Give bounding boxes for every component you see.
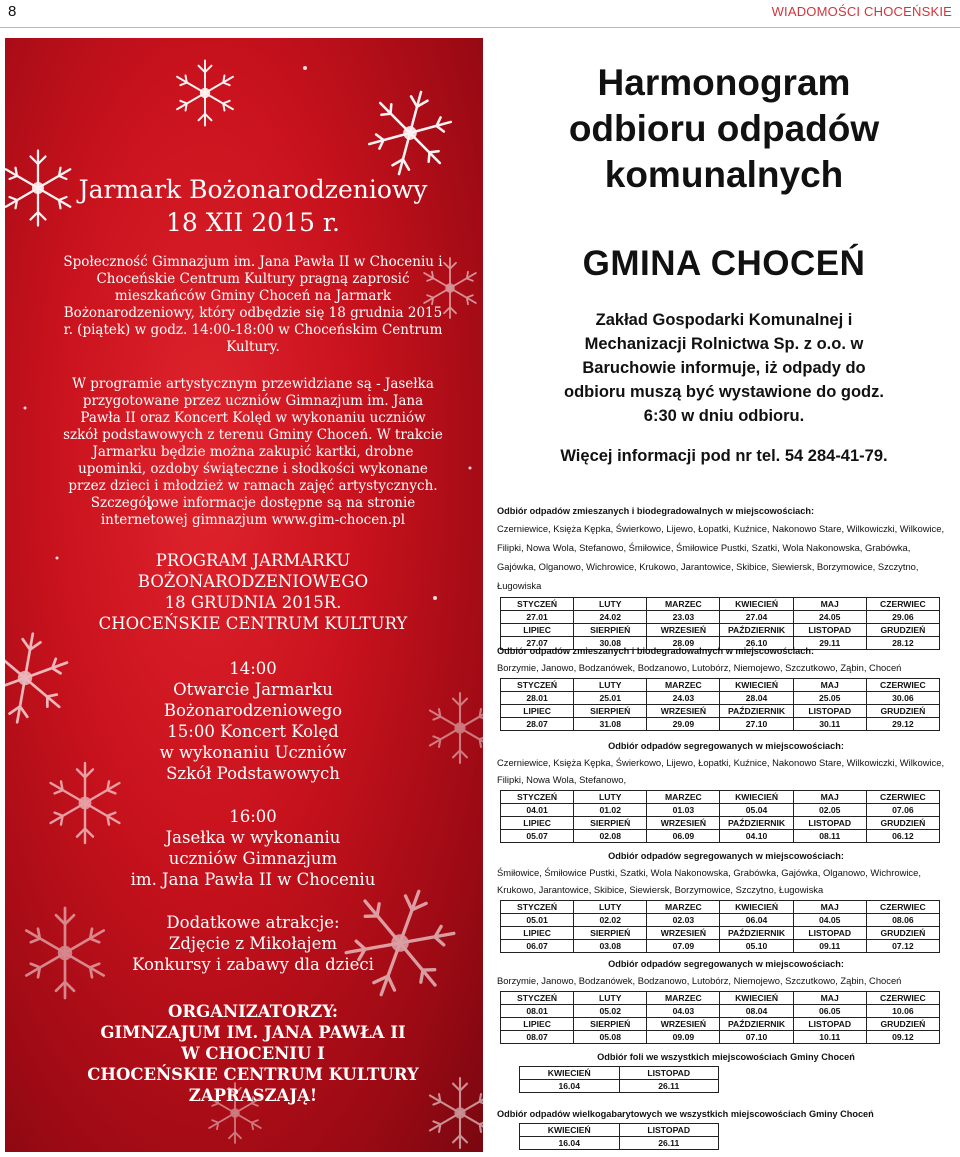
table-cell: 07.06 [866, 804, 939, 817]
table-cell: STYCZEŃ [501, 791, 574, 804]
table-row [501, 1005, 940, 1018]
schedule-line: Jasełka w wykonaniu [165, 828, 341, 847]
schedule-line: uczniów Gimnazjum [168, 849, 338, 868]
table-cell: PAŹDZIERNIK [720, 705, 793, 718]
waste-schedule-header [493, 60, 955, 466]
table-cell: 27.07 [501, 637, 574, 650]
schedule-section-mixed-2 [497, 645, 955, 731]
table-cell: STYCZEŃ [501, 901, 574, 914]
section-title: Odbiór odpadów zmieszanych i biodegradowalnych w miejscowościach: [497, 646, 815, 656]
table-cell: 06.04 [720, 914, 793, 927]
table-cell: GRUDZIEŃ [866, 927, 939, 940]
table-cell: 27.04 [720, 611, 793, 624]
notice-line: Baruchowie informuje, iż odpady do [582, 359, 866, 377]
table-cell: PAŹDZIERNIK [720, 624, 793, 637]
section-places [497, 519, 955, 595]
table-cell: SIERPIEŃ [574, 705, 647, 718]
places-line: Borzymie, Janowo, Bodzanówek, Bodzanowo, Lutobórz, Niemojewo, Szczutkowo, Ząbin, Choceń [497, 662, 902, 673]
table-cell: 06.12 [866, 830, 939, 843]
poster-organizers [63, 1001, 443, 1106]
table-row [501, 718, 940, 731]
table-cell: MAJ [793, 791, 866, 804]
schedule-section-segregated-2 [497, 850, 955, 953]
table-row [501, 830, 940, 843]
harmonogram-title [493, 60, 955, 198]
schedule-line: im. Jana Pawła II w Choceniu [130, 870, 376, 889]
table-row [501, 679, 940, 692]
notice-line: odbioru muszą być wystawione do godz. [564, 383, 884, 401]
places-line: Gajówka, Olganowo, Wichrowice, Krukowo, Jarantowice, Skibice, Siewiersk, Borzymowice, Szczytno, [497, 561, 919, 572]
poster-title [63, 173, 443, 239]
program-line: 18 GRUDNIA 2015R. [164, 593, 342, 612]
page-header [0, 0, 960, 28]
table-row [520, 1080, 719, 1093]
table-cell: 08.04 [720, 1005, 793, 1018]
table-cell: 04.03 [647, 1005, 720, 1018]
table-cell: GRUDZIEŃ [866, 624, 939, 637]
table-cell: 02.08 [574, 830, 647, 843]
places-line: Borzymie, Janowo, Bodzanówek, Bodzanowo, Lutobórz, Niemojewo, Szczutkowo, Ząbin, Choceń [497, 975, 902, 986]
schedule-section-segregated-1 [497, 740, 955, 843]
organizers-line: GIMNZAJUM IM. JANA PAWŁA II [100, 1023, 406, 1042]
poster-program-heading [63, 550, 443, 634]
gmina-heading: GMINA CHOCEŃ [582, 244, 866, 283]
table-cell: 08.06 [866, 914, 939, 927]
schedule-line: 15:00 Koncert Kolęd [167, 722, 339, 741]
table-cell: LUTY [574, 679, 647, 692]
table-cell: LUTY [574, 901, 647, 914]
table-cell: 28.07 [501, 718, 574, 731]
table-row [501, 611, 940, 624]
table-cell: 05.10 [720, 940, 793, 953]
table-cell: 07.12 [866, 940, 939, 953]
schedule-table [500, 597, 940, 650]
table-cell: LISTOPAD [793, 927, 866, 940]
table-cell: 28.01 [501, 692, 574, 705]
poster-schedule [63, 658, 443, 975]
schedule-line: Dodatkowe atrakcje: [166, 913, 340, 932]
table-cell: 30.08 [574, 637, 647, 650]
table-cell: 29.06 [866, 611, 939, 624]
schedule-section-mixed-1 [497, 505, 955, 650]
publication-name: WIADOMOŚCI CHOCEŃSKIE [771, 4, 952, 19]
christmas-fair-poster [5, 38, 483, 1152]
table-cell: 10.11 [793, 1031, 866, 1044]
table-cell: 27.01 [501, 611, 574, 624]
table-cell: LUTY [574, 598, 647, 611]
table-row [501, 1018, 940, 1031]
table-cell: LIPIEC [501, 817, 574, 830]
schedule-line: w wykonaniu Uczniów [159, 743, 347, 762]
table-cell: MARZEC [647, 901, 720, 914]
table-cell: 05.02 [574, 1005, 647, 1018]
schedule-line: Szkół Podstawowych [166, 764, 340, 783]
table-cell: 26.11 [619, 1137, 719, 1150]
table-cell: PAŹDZIERNIK [720, 1018, 793, 1031]
table-cell: 05.01 [501, 914, 574, 927]
table-row [501, 624, 940, 637]
table-cell: 24.05 [793, 611, 866, 624]
table-row [501, 692, 940, 705]
table-row [501, 791, 940, 804]
schedule-line: 14:00 [229, 659, 277, 678]
poster-intro: Społeczność Gimnazjum im. Jana Pawła II w Choceniu i Choceńskie Centrum Kultury pragną zaprosić mieszkańców Gminy Choceń na Jarmark Bożonarodzeniowy, który odbędzie się 18 grudnia 2015 r. (piątek) w godz. 14:00-18:00 w Choceńskim Centrum Kultury. [63, 254, 443, 355]
table-cell: 30.06 [866, 692, 939, 705]
table-cell: 29.11 [793, 637, 866, 650]
table-cell: 07.09 [647, 940, 720, 953]
section-title: Odbiór odpadów segregowanych w miejscowościach: [608, 959, 844, 969]
section-places [497, 864, 955, 898]
table-cell: GRUDZIEŃ [866, 705, 939, 718]
title-line: odbioru odpadów [568, 108, 880, 149]
table-cell: 16.04 [520, 1137, 620, 1150]
table-cell: CZERWIEC [866, 679, 939, 692]
table-cell: 26.10 [720, 637, 793, 650]
table-cell: 01.03 [647, 804, 720, 817]
table-cell: 16.04 [520, 1080, 620, 1093]
table-cell: 05.07 [501, 830, 574, 843]
company-notice [493, 308, 955, 428]
table-cell: 05.04 [720, 804, 793, 817]
schedule-table [500, 900, 940, 953]
table-cell: 06.05 [793, 1005, 866, 1018]
table-cell: LISTOPAD [619, 1124, 719, 1137]
table-cell: GRUDZIEŃ [866, 1018, 939, 1031]
table-cell: 10.06 [866, 1005, 939, 1018]
organizers-line: W CHOCENIU I [181, 1044, 325, 1063]
table-cell: KWIECIEŃ [720, 791, 793, 804]
places-line: Filipki, Nowa Wola, Stefanowo, Śmiłowice, Śmiłowice Pustki, Szatki, Wola Nakonowska, Grabówka, [497, 542, 911, 553]
program-line: BOŻONARODZENIOWEGO [137, 572, 369, 591]
table-cell: PAŹDZIERNIK [720, 927, 793, 940]
schedule-table [519, 1066, 719, 1093]
table-row [501, 992, 940, 1005]
table-cell: WRZESIEŃ [647, 624, 720, 637]
table-cell: LUTY [574, 992, 647, 1005]
table-cell: 04.01 [501, 804, 574, 817]
section-title: Odbiór odpadów segregowanych w miejscowościach: [608, 741, 844, 751]
table-row [501, 927, 940, 940]
table-cell: MAJ [793, 679, 866, 692]
program-line: PROGRAM JARMARKU [155, 551, 351, 570]
schedule-section-bulky [497, 1108, 955, 1150]
schedule-section-segregated-3 [497, 958, 955, 1044]
table-cell: PAŹDZIERNIK [720, 817, 793, 830]
section-title: Odbiór odpadów zmieszanych i biodegradowalnych w miejscowościach: [497, 506, 815, 516]
table-cell: 30.11 [793, 718, 866, 731]
table-cell: 09.09 [647, 1031, 720, 1044]
table-cell: 04.10 [720, 830, 793, 843]
table-cell: LISTOPAD [793, 624, 866, 637]
poster-description: W programie artystycznym przewidziane są - Jasełka przygotowane przez uczniów Gimnazjum im. Jana Pawła II oraz Koncert Kolęd w wykonaniu uczniów szkół podstawowych z terenu Gminy Choceń. W trakcie Jarmarku będzie można zakupić kartki, drobne upominki, ozdoby świąteczne i słodkości wykonane przez dzieci i młodzież w ramach zajęć artystycznych. Szczegółowe informacje dostępne są na stronie internetowej gimnazjum www.gim-chocen.pl [63, 376, 443, 528]
table-cell: LISTOPAD [619, 1067, 719, 1080]
table-cell: 29.09 [647, 718, 720, 731]
table-cell: 02.03 [647, 914, 720, 927]
table-cell: KWIECIEŃ [720, 901, 793, 914]
table-cell: 01.02 [574, 804, 647, 817]
table-cell: 28.04 [720, 692, 793, 705]
table-cell: 09.12 [866, 1031, 939, 1044]
table-cell: SIERPIEŃ [574, 817, 647, 830]
table-cell: WRZESIEŃ [647, 927, 720, 940]
table-cell: LISTOPAD [793, 1018, 866, 1031]
table-cell: CZERWIEC [866, 598, 939, 611]
table-cell: 08.01 [501, 1005, 574, 1018]
table-cell: 08.07 [501, 1031, 574, 1044]
table-cell: STYCZEŃ [501, 679, 574, 692]
section-places [497, 754, 955, 788]
table-cell: LIPIEC [501, 1018, 574, 1031]
table-cell: KWIECIEŃ [720, 992, 793, 1005]
table-cell: 24.02 [574, 611, 647, 624]
table-row [501, 914, 940, 927]
table-cell: 03.08 [574, 940, 647, 953]
section-title: Odbiór foli we wszystkich miejscowościach Gminy Choceń [597, 1052, 855, 1062]
schedule-table [519, 1123, 719, 1150]
table-cell: 31.08 [574, 718, 647, 731]
table-row [501, 705, 940, 718]
table-row [501, 598, 940, 611]
places-line: Ługowiska [497, 580, 542, 591]
table-cell: WRZESIEŃ [647, 817, 720, 830]
table-cell: WRZESIEŃ [647, 705, 720, 718]
notice-line: Mechanizacji Rolnictwa Sp. z o.o. w [584, 335, 864, 353]
table-cell: WRZESIEŃ [647, 1018, 720, 1031]
program-line: CHOCEŃSKIE CENTRUM KULTURY [98, 614, 408, 633]
table-cell: LIPIEC [501, 624, 574, 637]
page-number: 8 [8, 3, 17, 20]
table-cell: 09.11 [793, 940, 866, 953]
table-cell: STYCZEŃ [501, 992, 574, 1005]
table-cell: MARZEC [647, 992, 720, 1005]
organizers-line: ORGANIZATORZY: [168, 1002, 338, 1021]
places-line: Czerniewice, Księża Kępka, Świerkowo, Lijewo, Łopatki, Kuźnice, Nakonowo Stare, Wilkowiczki, Wilkowice, [497, 523, 945, 534]
table-cell: LISTOPAD [793, 817, 866, 830]
table-cell: 02.02 [574, 914, 647, 927]
places-line: Czerniewice, Księża Kępka, Świerkowo, Lijewo, Łopatki, Kuźnice, Nakonowo Stare, Wilkowiczki, Wilkowice, [497, 757, 945, 768]
poster-title-line: Jarmark Bożonarodzeniowy [78, 175, 428, 204]
places-line: Filipki, Nowa Wola, Stefanowo, [497, 774, 627, 785]
table-cell: 29.12 [866, 718, 939, 731]
table-cell: 06.07 [501, 940, 574, 953]
table-cell: SIERPIEŃ [574, 1018, 647, 1031]
section-places [497, 659, 955, 676]
table-cell: MARZEC [647, 679, 720, 692]
table-cell: LISTOPAD [793, 705, 866, 718]
table-cell: 27.10 [720, 718, 793, 731]
table-cell: MAJ [793, 598, 866, 611]
notice-line: Zakład Gospodarki Komunalnej i [595, 311, 853, 329]
table-cell: 24.03 [647, 692, 720, 705]
notice-line: 6:30 w dniu odbioru. [643, 407, 805, 425]
table-cell: SIERPIEŃ [574, 624, 647, 637]
table-cell: 08.11 [793, 830, 866, 843]
table-cell: 05.08 [574, 1031, 647, 1044]
places-line: Śmiłowice, Śmiłowice Pustki, Szatki, Wola Nakonowska, Grabówka, Gajówka, Olganowo, Wichrowice, [497, 867, 921, 878]
table-cell: MAJ [793, 901, 866, 914]
table-row [501, 901, 940, 914]
table-cell: STYCZEŃ [501, 598, 574, 611]
organizers-line: ZAPRASZAJĄ! [188, 1086, 318, 1105]
table-row [520, 1137, 719, 1150]
phone-info: Więcej informacji pod nr tel. 54 284-41-79. [560, 447, 888, 465]
schedule-line: Bożonarodzeniowego [163, 701, 343, 720]
title-line: komunalnych [604, 154, 844, 195]
table-cell: CZERWIEC [866, 992, 939, 1005]
table-row [501, 804, 940, 817]
schedule-line: Zdjęcie z Mikołajem [168, 934, 338, 953]
table-cell: 07.10 [720, 1031, 793, 1044]
schedule-line: Konkursy i zabawy dla dzieci [132, 955, 374, 974]
table-cell: 25.01 [574, 692, 647, 705]
section-places [497, 972, 955, 989]
table-cell: LUTY [574, 791, 647, 804]
table-cell: 06.09 [647, 830, 720, 843]
table-cell: MARZEC [647, 598, 720, 611]
schedule-line: Otwarcie Jarmarku [173, 680, 333, 699]
schedule-table [500, 991, 940, 1044]
table-cell: LIPIEC [501, 927, 574, 940]
table-cell: CZERWIEC [866, 791, 939, 804]
schedule-table [500, 678, 940, 731]
title-line: Harmonogram [597, 62, 851, 103]
table-row [501, 940, 940, 953]
table-cell: 28.09 [647, 637, 720, 650]
table-cell: KWIECIEŃ [720, 598, 793, 611]
table-cell: KWIECIEŃ [520, 1124, 620, 1137]
table-cell: 25.05 [793, 692, 866, 705]
places-line: Krukowo, Jarantowice, Skibice, Siewiersk, Borzymowice, Szczytno, Ługowiska [497, 884, 824, 895]
table-cell: 04.05 [793, 914, 866, 927]
table-cell: KWIECIEŃ [720, 679, 793, 692]
table-cell: 02.05 [793, 804, 866, 817]
poster-date-line: 18 XII 2015 r. [166, 208, 340, 237]
section-title: Odbiór odpadów wielkogabarytowych we wszystkich miejscowościach Gminy Choceń [497, 1109, 874, 1119]
table-row [501, 1031, 940, 1044]
table-row [501, 817, 940, 830]
table-cell: GRUDZIEŃ [866, 817, 939, 830]
section-title: Odbiór odpadów segregowanych w miejscowościach: [608, 851, 844, 861]
table-cell: CZERWIEC [866, 901, 939, 914]
table-cell: 26.11 [619, 1080, 719, 1093]
table-cell: 28.12 [866, 637, 939, 650]
table-row [520, 1067, 719, 1080]
table-cell: KWIECIEŃ [520, 1067, 620, 1080]
schedule-line: 16:00 [229, 807, 277, 826]
table-cell: LIPIEC [501, 705, 574, 718]
table-cell: SIERPIEŃ [574, 927, 647, 940]
schedule-table [500, 790, 940, 843]
table-cell: MARZEC [647, 791, 720, 804]
schedule-section-foil [497, 1051, 955, 1093]
table-row [520, 1124, 719, 1137]
organizers-line: CHOCEŃSKIE CENTRUM KULTURY [87, 1065, 419, 1084]
table-cell: MAJ [793, 992, 866, 1005]
table-cell: 23.03 [647, 611, 720, 624]
